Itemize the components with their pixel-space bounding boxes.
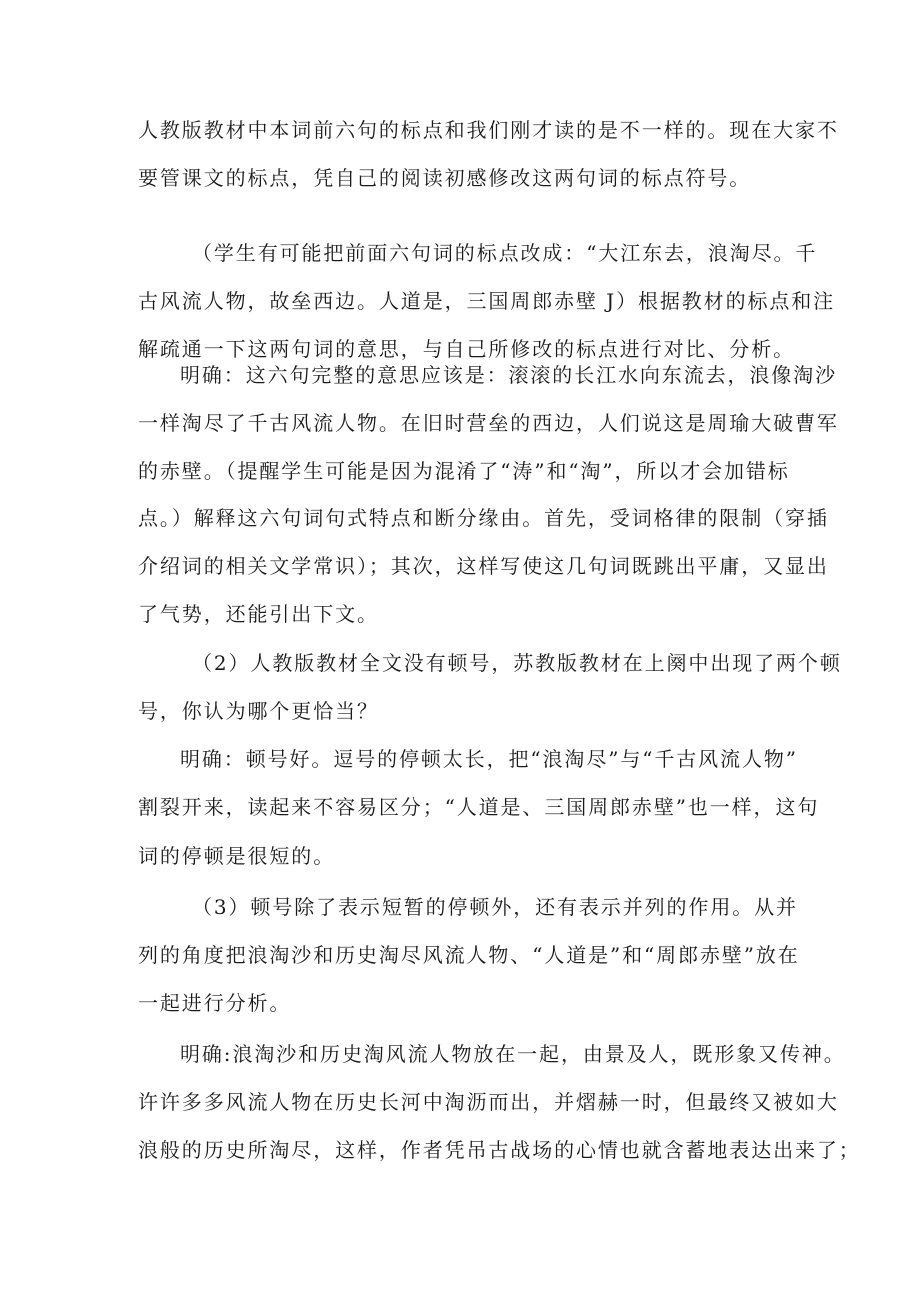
text-line: 明确：这六句完整的意思应该是：滚滚的长江水向东流去，浪像淘沙 — [180, 363, 837, 387]
text-line: 明确:浪淘沙和历史淘风流人物放在一起，由景及人，既形象又传神。 — [180, 1042, 846, 1066]
text-line: 古风流人物，故垒西边。人道是，三国周郎赤壁 J）根据教材的标点和注 — [138, 289, 836, 313]
text-line: 许许多多风流人物在历史长河中淘沥而出，并熠赫一时，但最终又被如大 — [138, 1090, 839, 1114]
text-line: 人教版教材中本词前六句的标点和我们刚才读的是不一样的。现在大家不 — [138, 118, 839, 142]
text-line: 的赤壁。（提醒学生可能是因为混淆了“涛”和“淘”，所以才会加错标 — [138, 459, 790, 483]
text-line: 词的停顿是很短的。 — [138, 844, 336, 868]
text-line: 一起进行分析。 — [138, 991, 292, 1015]
text-line: （2）人教版教材全文没有顿号，苏教版教材在上阕中出现了两个顿 — [192, 651, 842, 675]
text-line: 要管课文的标点，凭自己的阅读初感修改这两句词的标点符号。 — [138, 166, 752, 190]
text-line: 列的角度把浪淘沙和历史淘尽风流人物、“人道是”和“周郎赤壁”放在 — [138, 943, 800, 967]
text-line: （3）顿号除了表示短暂的停顿外，还有表示并列的作用。从并 — [192, 895, 798, 919]
text-line: 介绍词的相关文学常识）；其次，这样写使这几句词既跳出平庸，又显出 — [138, 554, 829, 578]
text-line: （学生有可能把前面六句词的标点改成：“大江东去，浪淘尽。千 — [192, 241, 818, 265]
text-line: 浪般的历史所淘尽，这样，作者凭吊古战场的心情也就含蓄地表达出来了； — [138, 1138, 861, 1162]
text-line: 点。）解释这六句词句式特点和断分缘由。首先，受词格律的限制（穿插 — [138, 506, 829, 530]
text-line: 明确：顿号好。逗号的停顿太长，把“浪淘尽”与“千古风流人物” — [180, 747, 798, 771]
text-line: 解疏通一下这两句词的意思，与自己所修改的标点进行对比、分析。 — [138, 337, 795, 361]
text-line: 号，你认为哪个更恰当？ — [138, 699, 379, 723]
text-line: 了气势，还能引出下文。 — [138, 602, 379, 626]
text-line: 割裂开来，读起来不容易区分；“人道是、三国周郎赤壁”也一样，这句 — [138, 795, 820, 819]
text-line: 一样淘尽了千古风流人物。在旧时营垒的西边，人们说这是周瑜大破曹军 — [138, 411, 839, 435]
